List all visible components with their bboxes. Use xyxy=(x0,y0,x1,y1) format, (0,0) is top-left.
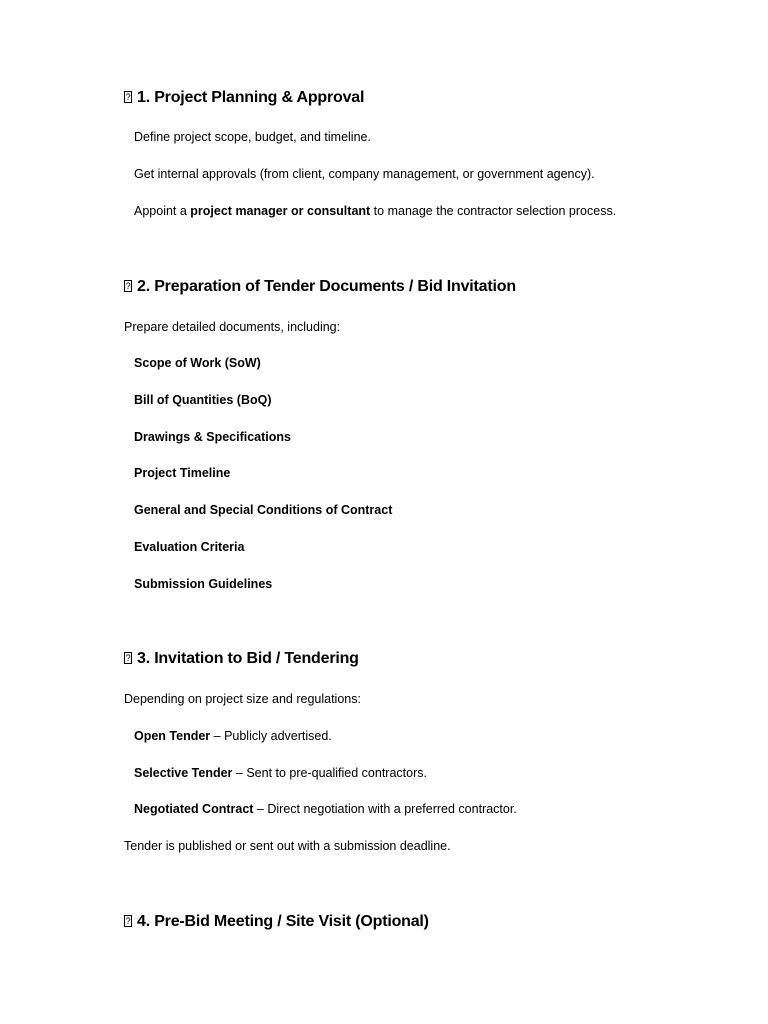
section-2-item-4: Project Timeline xyxy=(134,466,231,480)
section-3-outro: Tender is published or sent out with a submission deadline. xyxy=(124,839,451,853)
missing-glyph-icon xyxy=(124,280,132,292)
section-3-item-3: Negotiated Contract – Direct negotiation with a preferred contractor. xyxy=(134,802,517,816)
section-2-item-5: General and Special Conditions of Contract xyxy=(134,503,393,517)
section-3-item-1: Open Tender – Publicly advertised. xyxy=(134,729,332,743)
section-4-heading: ?4. Pre-Bid Meeting / Site Visit (Optional) xyxy=(124,912,429,932)
missing-glyph-icon xyxy=(124,652,132,664)
missing-glyph-icon xyxy=(124,915,132,927)
section-1-item-2: Get internal approvals (from client, company management, or government agency). xyxy=(134,167,595,181)
section-2-item-2: Bill of Quantities (BoQ) xyxy=(134,393,272,407)
section-2-heading: ?2. Preparation of Tender Documents / Bid Invitation xyxy=(124,277,516,297)
section-1-heading: ?1. Project Planning & Approval xyxy=(124,88,364,108)
missing-glyph-icon xyxy=(124,91,132,103)
section-2-intro: Prepare detailed documents, including: xyxy=(124,320,341,334)
section-2-item-7: Submission Guidelines xyxy=(134,577,273,591)
section-2-item-6: Evaluation Criteria xyxy=(134,540,245,554)
section-1-item-3: Appoint a project manager or consultant to manage the contractor selection process. xyxy=(134,204,617,218)
section-2-item-1: Scope of Work (SoW) xyxy=(134,356,261,370)
section-3-heading: ?3. Invitation to Bid / Tendering xyxy=(124,649,359,669)
section-2-item-3: Drawings & Specifications xyxy=(134,430,291,444)
section-3-item-2: Selective Tender – Sent to pre-qualified contractors. xyxy=(134,766,427,780)
section-3-intro: Depending on project size and regulations: xyxy=(124,692,361,706)
section-1-item-1: Define project scope, budget, and timeline. xyxy=(134,130,371,144)
